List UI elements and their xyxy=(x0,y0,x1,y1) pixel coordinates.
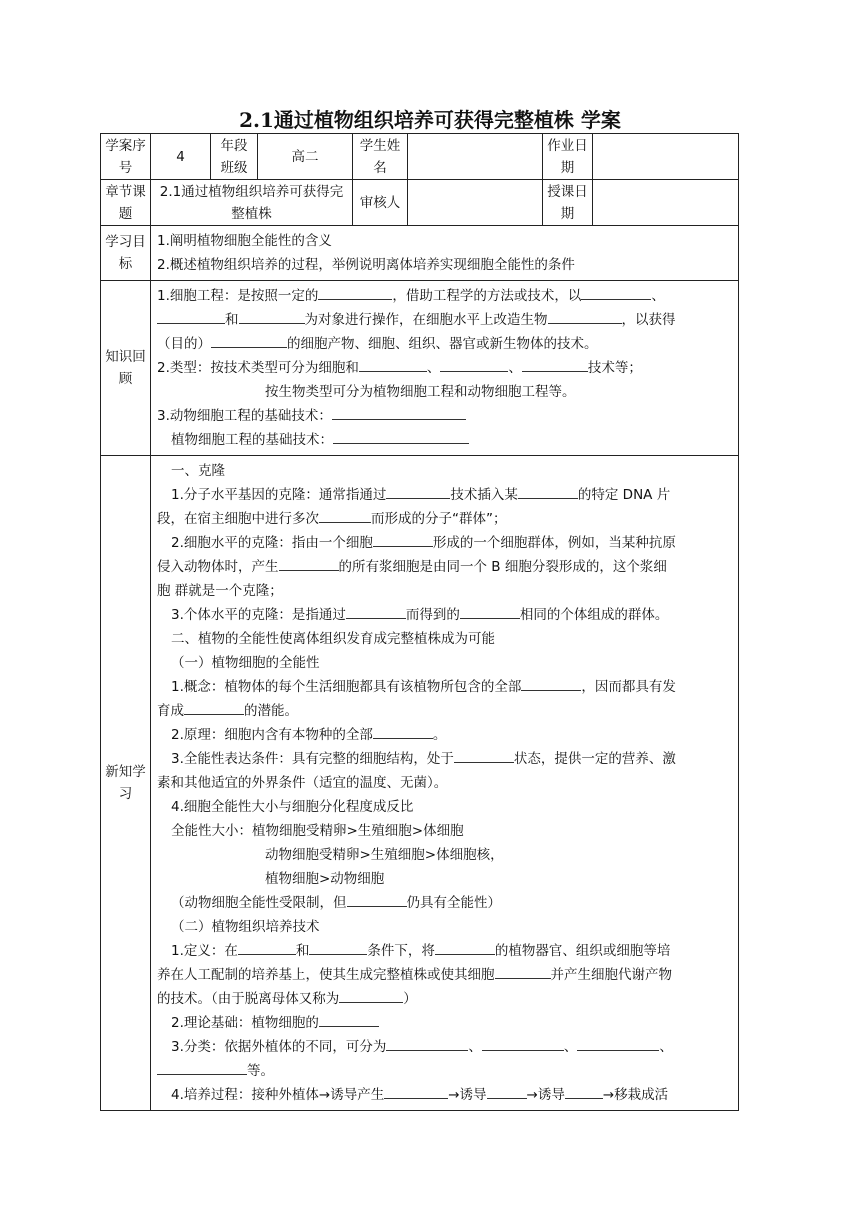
blank[interactable] xyxy=(333,428,469,444)
new-learning-label: 新知学习 xyxy=(101,456,151,1111)
blank[interactable] xyxy=(581,284,651,300)
info-row-2 xyxy=(101,180,739,226)
blank[interactable] xyxy=(373,531,433,547)
blank[interactable] xyxy=(435,939,495,955)
reviewer-label: 审核人 xyxy=(353,180,408,226)
blank[interactable] xyxy=(577,1035,659,1051)
homework-label: 作业日期 xyxy=(543,134,593,180)
page-title: 2.1通过植物组织培养可获得完整植株 学案 xyxy=(239,108,621,132)
grade-label: 年段班级 xyxy=(211,134,258,180)
blank[interactable] xyxy=(239,308,305,324)
reviewer-field[interactable] xyxy=(408,180,543,226)
info-row-1 xyxy=(101,134,739,180)
blank[interactable] xyxy=(521,675,581,691)
goals-label: 学习目标 xyxy=(101,226,151,281)
chapter-label: 章节课题 xyxy=(101,180,151,226)
blank[interactable] xyxy=(184,699,244,715)
section-heading: 二、植物的全能性使离体组织发育成完整植株成为可能 xyxy=(171,631,495,647)
blank[interactable] xyxy=(482,1035,564,1051)
student-name-field[interactable] xyxy=(408,134,543,180)
blank[interactable] xyxy=(238,939,296,955)
teach-date-label: 授课日期 xyxy=(543,180,593,226)
review-content: 1.细胞工程：是按照一定的 ，借助工程学的方法或技术，以 、 和 为对象进行操作，在细胞水平上改造生物 ，以获得 （目的） 的细胞产物、细胞、组织、器官或新生物体的技术。 2.类型：按技术类型可分为细胞和 、 、 技术等； 按生物类型可分为植物细胞工程和动物细胞工程等。 3.动物细胞工程的基础技术： 植物细胞工程的基础技术： xyxy=(151,281,739,456)
blank[interactable] xyxy=(522,356,588,372)
chapter-value: 2.1通过植物组织培养可获得完整植株 xyxy=(151,180,353,226)
section-heading: 一、克隆 xyxy=(171,463,225,479)
subsection-heading: （二）植物组织培养技术 xyxy=(171,919,320,935)
blank[interactable] xyxy=(386,483,450,499)
blank[interactable] xyxy=(495,963,551,979)
new-learning-row xyxy=(101,456,739,1111)
blank[interactable] xyxy=(460,603,520,619)
review-row xyxy=(101,281,739,456)
blank[interactable] xyxy=(279,555,339,571)
blank[interactable] xyxy=(454,747,514,763)
teach-date-field[interactable] xyxy=(593,180,739,226)
new-learning-content: 一、克隆 1.分子水平基因的克隆：通常指通过 技术插入某 的特定 DNA 片 段，在宿主细胞中进行多次 而形成的分子“群体”； 2.细胞水平的克隆：指由一个细胞 形成的一个细胞群体，例如，当某种抗原 侵入动物体时，产生 的所有浆细胞是由同一个 B 细胞分裂形成的，这个浆细 胞 群就是一个克隆； 3.个体水平的克隆：是指通过 而得到的 相同的个体组成的群体。 二、植物的全能性使离体组织发育成完整植株成为可能 （一）植物细胞的全能性 1.概念：植物体的每个生活细胞都具有该植物所包含的全部 ，因而都具有发 育成 的潜能。 2.原理：细胞内含有本物种的全部 。 3.全能性表达条件：具有完整的细胞结构，处于 状态，提供一定的营养、激 素和其他适宜的外界条件（适宜的温度、无菌）。 4.细胞全能性大小与细胞分化程度成反比 全能性大小：植物细胞受精卵>生殖细胞>体细胞 动物细胞受精卵>生殖细胞>体细胞核， 植物细胞>动物细胞 （动物细胞全能性受限制，但 仍具有全能性） （二）植物组织培养技术 1.定义：在 和 条件下，将 的植物器官、组织或细胞等培 养在人工配制的培养基上，使其生成完整植株或使其细胞 并产生细胞代谢产物 的技术。（由于脱离母体又称为 ） 2.理论基础：植物细胞的 3.分类：依据外植体的不同，可分为 、 、 、 等。 4.培养过程：接种外植体→诱导产生 →诱导 →诱导 →移栽成活 xyxy=(151,456,739,1111)
blank[interactable] xyxy=(565,1083,603,1099)
blank[interactable] xyxy=(211,332,287,348)
blank[interactable] xyxy=(384,1083,448,1099)
homework-date-field[interactable] xyxy=(593,134,739,180)
blank[interactable] xyxy=(386,1035,468,1051)
blank[interactable] xyxy=(440,356,508,372)
goals-row xyxy=(101,226,739,281)
grade-value: 高二 xyxy=(258,134,353,180)
student-label: 学生姓名 xyxy=(353,134,408,180)
xuean-label: 学案序号 xyxy=(101,134,151,180)
blank[interactable] xyxy=(373,723,433,739)
blank[interactable] xyxy=(157,1059,247,1075)
goal-item: 1.阐明植物细胞全能性的含义 xyxy=(157,233,332,249)
blank[interactable] xyxy=(339,987,403,1003)
blank[interactable] xyxy=(347,891,407,907)
blank[interactable] xyxy=(346,603,406,619)
blank[interactable] xyxy=(319,1011,379,1027)
goal-item: 2.概述植物组织培养的过程，举例说明离体培养实现细胞全能性的条件 xyxy=(157,257,575,273)
blank[interactable] xyxy=(332,404,466,420)
blank[interactable] xyxy=(487,1083,527,1099)
blank[interactable] xyxy=(157,308,225,324)
blank[interactable] xyxy=(318,284,392,300)
blank[interactable] xyxy=(548,308,622,324)
subsection-heading: （一）植物细胞的全能性 xyxy=(171,655,320,671)
xuean-value: 4 xyxy=(151,134,211,180)
blank[interactable] xyxy=(518,483,578,499)
review-label: 知识回顾 xyxy=(101,281,151,456)
blank[interactable] xyxy=(309,939,367,955)
blank[interactable] xyxy=(319,507,371,523)
lesson-plan-table xyxy=(100,133,739,1111)
blank[interactable] xyxy=(359,356,427,372)
review-line: 按生物类型可分为植物细胞工程和动物细胞工程等。 xyxy=(265,384,576,400)
